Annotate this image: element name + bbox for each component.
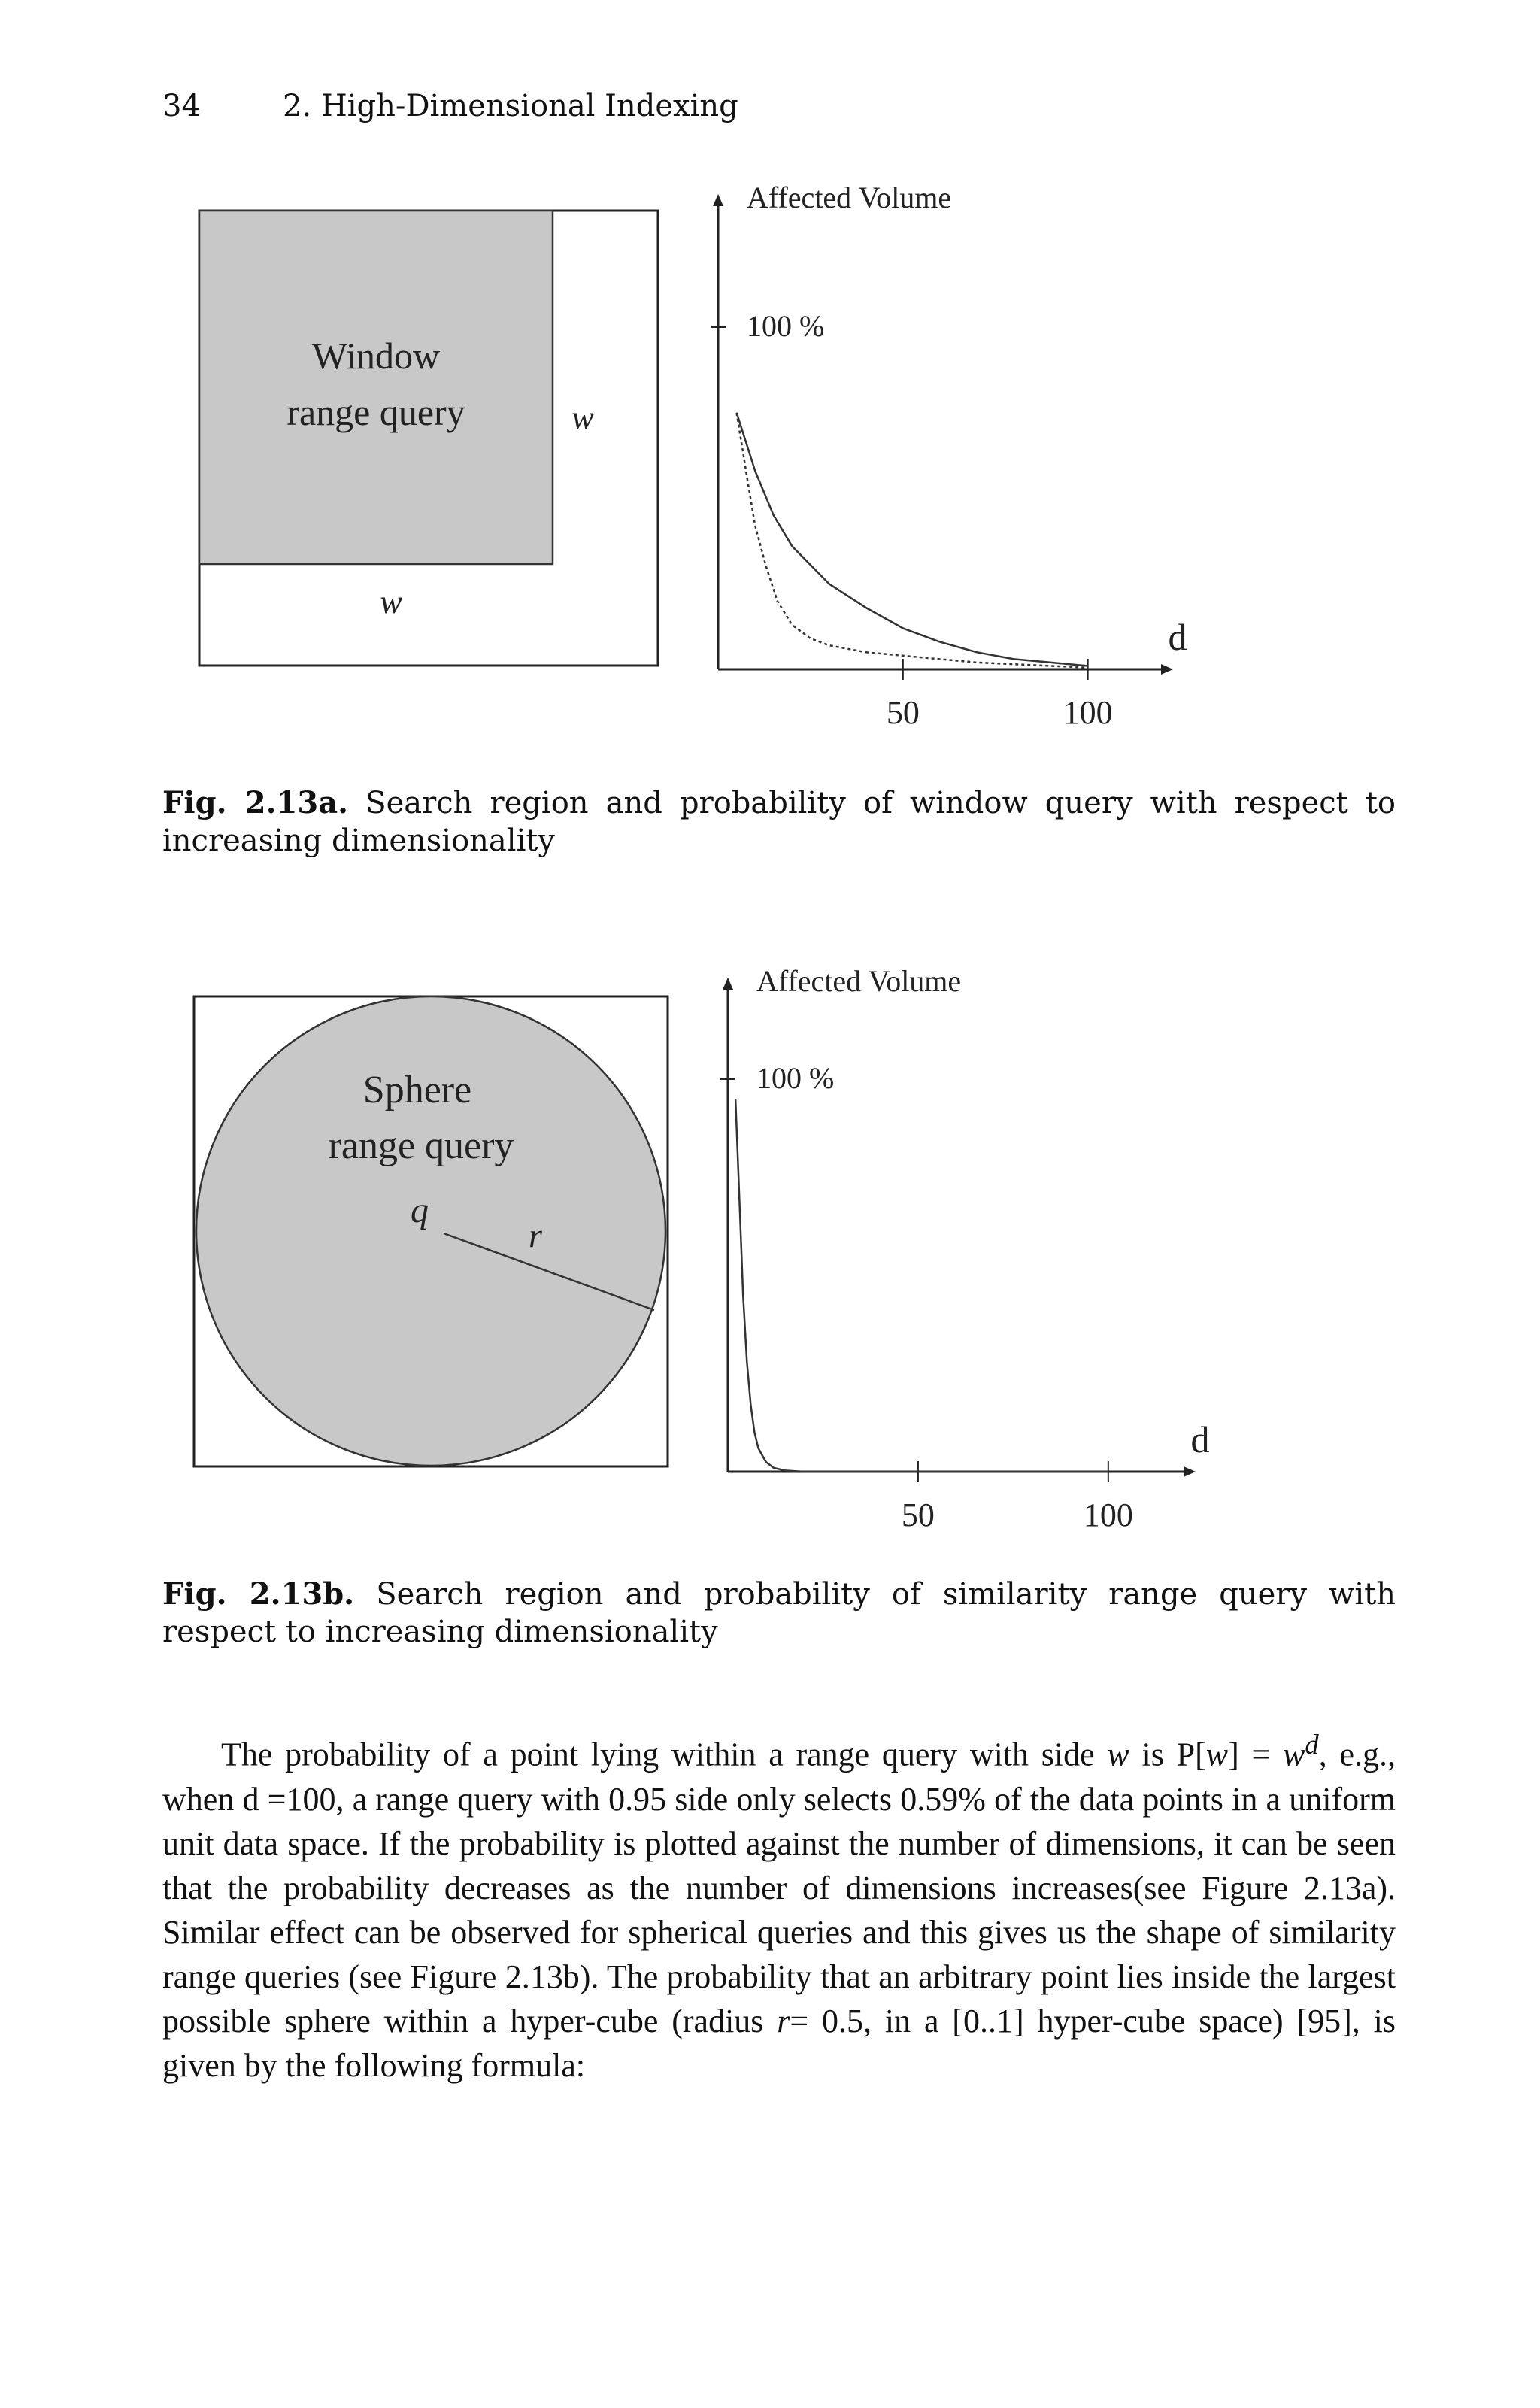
side-label-right: w xyxy=(571,399,594,436)
y-axis-arrow xyxy=(713,194,723,206)
series-line-1 xyxy=(735,1099,1108,1472)
caption-2-13b xyxy=(162,1576,1396,1651)
x-axis-label: d xyxy=(1168,616,1187,658)
y-axis-label: Affected Volume xyxy=(756,964,962,998)
body-paragraph xyxy=(162,1722,1396,2088)
figure-b-canvas xyxy=(0,902,1540,1564)
page-number: 34 xyxy=(162,89,201,123)
caption-text: Search region and probability of similarity range query with respect to increasing dimensionality xyxy=(162,1577,1396,1649)
x-axis-arrow xyxy=(1161,664,1173,675)
side-label-bottom: w xyxy=(380,584,402,620)
x-tick-label-100: 100 xyxy=(1063,694,1113,731)
caption-text: Search region and probability of window query with respect to increasing dimensionality xyxy=(162,786,1396,858)
variable-w: w xyxy=(1107,1736,1129,1773)
x-tick-label-100: 100 xyxy=(1083,1497,1133,1533)
x-tick-label-50: 50 xyxy=(886,694,920,731)
x-axis-arrow xyxy=(1184,1466,1196,1477)
paragraph-part-5: = 0.5, in a [0..1] hyper-cube space) [95], is given by the following formula: xyxy=(162,2002,1396,2084)
variable-w: w xyxy=(1283,1736,1305,1773)
y-axis-label: Affected Volume xyxy=(747,180,952,214)
caption-label: Fig. 2.13a. xyxy=(162,785,349,820)
y-axis-arrow xyxy=(723,978,733,990)
series-line-1 xyxy=(737,413,1088,666)
sphere-query-region xyxy=(196,996,665,1466)
figure-a-canvas xyxy=(0,0,1540,865)
window-label-line1: Window xyxy=(311,335,441,377)
variable-r: r xyxy=(777,2002,790,2040)
x-axis-label: d xyxy=(1190,1418,1210,1460)
x-tick-label-50: 50 xyxy=(901,1497,935,1533)
running-title: 2. High-Dimensional Indexing xyxy=(283,89,738,123)
y-tick-label: 100 % xyxy=(747,309,825,343)
superscript-d: d xyxy=(1305,1729,1319,1760)
paragraph-part-1: The probability of a point lying within a range query with side xyxy=(221,1736,1108,1773)
paragraph-part-4: , e.g., when d =100, a range query with 0.95 side only selects 0.59% of the data points in a uniform unit data space. If the probability is plotted against the number of dimensions, it can be seen that the probability decreases as the number of dimensions increases(see Figure 2.13a). Similar effect can be observed for spherical queries and this gives us the shape of similarity range queries (see Figure 2.13b). The probability that an arbitrary point lies inside the largest possible sphere within a hyper-cube (radius xyxy=(162,1736,1396,2040)
figure-2-13b xyxy=(0,902,1540,1564)
variable-w: w xyxy=(1205,1736,1229,1773)
caption-2-13a xyxy=(162,784,1396,860)
paragraph-part-3: ] = xyxy=(1228,1736,1284,1773)
paragraph-part-2: is P[ xyxy=(1129,1736,1206,1773)
figure-2-13a xyxy=(0,0,1540,865)
window-label-line2: range query xyxy=(286,391,465,433)
y-tick-label: 100 % xyxy=(756,1061,835,1095)
caption-label: Fig. 2.13b. xyxy=(162,1576,355,1612)
radius-label-r: r xyxy=(529,1216,542,1254)
center-label-q: q xyxy=(411,1190,429,1230)
window-query-region xyxy=(199,211,553,564)
sphere-label-line1: Sphere xyxy=(362,1069,472,1112)
sphere-probability-chart xyxy=(720,964,1210,1533)
window-probability-chart xyxy=(711,180,1187,731)
sphere-label-line2: range query xyxy=(328,1124,514,1167)
